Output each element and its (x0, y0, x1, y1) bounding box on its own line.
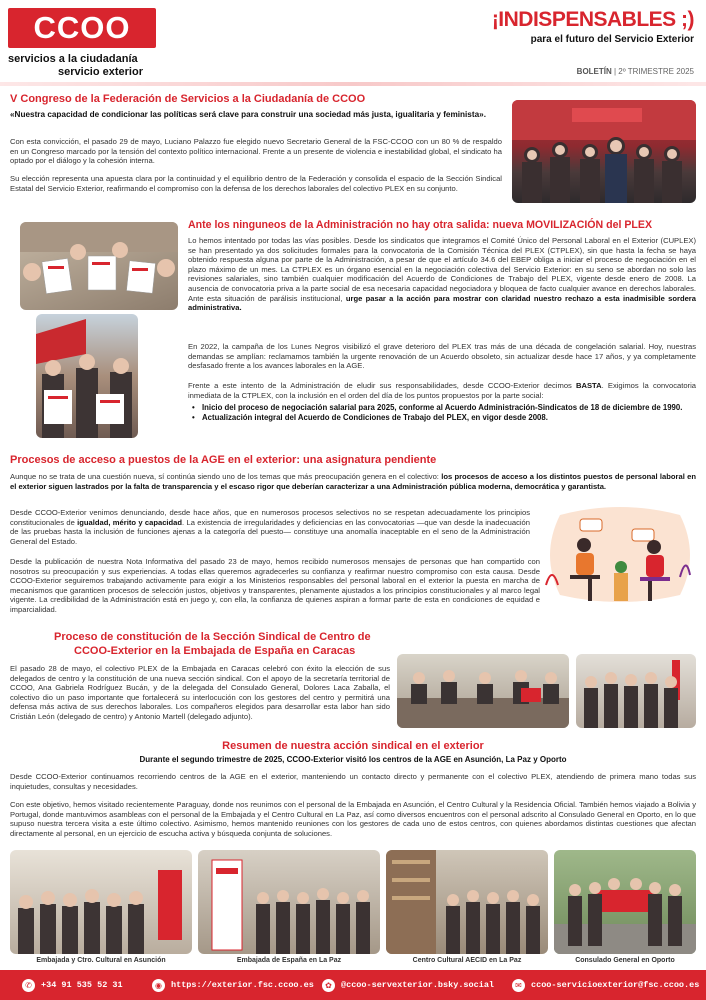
section2-paragraph3-c: . Exigimos la convocatoria inmediata de la CTPLEX, con la inclusión en el orden del día de los puntos propuestos por la parte social: (188, 381, 696, 400)
org-name-line1: servicios a la ciudadanía (8, 53, 138, 65)
protest-photo-2-figures (36, 314, 138, 438)
section3-heading: Procesos de acceso a puestos de la AGE en el exterior: una asignatura pendiente (10, 454, 437, 466)
caption-la-paz-embassy: Embajada de España en La Paz (236, 957, 342, 964)
section5-paragraph2: Con este objetivo, hemos visitado recientemente Paraguay, donde nos reunimos con el personal de la Embajada en Asunción, el Centro Cultural y la Residencia Oficial. También hemos viajado a Bolivia y Portugal, donde mantuvimos asambleas con el personal de la Embajada y el Centro Cultural en La Paz, así como diversos encuentros con el personal adscrito al Consulado General en Oporto, en lo que supuso nuestra tercera visita a este último colectivo. Asimismo, hemos mantenido reuniones con los gestores de cada uno de estos centros, con quienes abordamos distintas cuestiones que afectan directamente al personal, en un ejercicio de escucha activa y búsqueda conjunta de soluciones. (10, 800, 696, 838)
footer-email-link[interactable] (512, 976, 699, 994)
protest-photo-1-figures (20, 222, 178, 310)
caption-oporto: Consulado General en Oporto (575, 957, 675, 964)
section3-paragraph1-a: Aunque no se trata de una cuestión nueva, sí continúa siendo uno de los temas que más preocupación genera en el colectivo: (10, 472, 442, 481)
footer-social-link[interactable] (322, 976, 494, 994)
section3-principles: igualdad, mérito y capacidad (77, 517, 183, 527)
section3-paragraph2 (10, 508, 530, 546)
logo-wordmark: CCOO (33, 10, 131, 45)
section2-paragraph1-text: Lo hemos intentado por todas las vías posibles. Desde los sindicatos que integramos el Comité Único del Personal Laboral en el Exterior (CUPLEX) se han presentado ya dos solicitudes formales para la convocatoria de la Comisión Técnica del PLEX (CTPLEX), sin que hasta la fecha se haya obtenido respuesta alguna por parte de la Administración, a pesar de que el artículo 34.6 del EBEP obliga a iniciar el proceso de negociación en el plazo máximo de un mes. La CTPLEX es un órgano esencial en la negociación colectiva del Servicio Exterior: en su seno se abordan no solo las revisiones salariales, sino también cualquier modificación del Acuerdo de Condiciones de Trabajo del PLEX, vigente desde enero de 2008. La ausencia de convocatoria priva a la parte social de esa necesaria capacidad negociadora y bloquea de facto cualquier avance en derechos laborales. Ante esta situación de parálisis institucional, (188, 236, 696, 303)
la-paz-cultural-center-photo (386, 850, 548, 954)
interview-illustration-art (540, 505, 700, 613)
congress-photo (512, 100, 696, 203)
la-paz-embassy-figures (198, 850, 380, 954)
caracas-meeting-photo (397, 654, 569, 728)
oporto-photo (554, 850, 696, 954)
protest-photo-1 (20, 222, 178, 310)
section4-heading-line1: Proceso de constitución de la Sección Sindical de Centro de (54, 631, 371, 643)
footer-phone[interactable] (22, 976, 123, 994)
section3-paragraph2-c: . La existencia de irregularidades y deficiencias en las convocatorias —que van desde la inadecuación de las pruebas hasta la inclusión de funciones ajenas a la categoría del puesto— constituye una anomalía inaceptable en el seno de la Administración General del Estado. (10, 517, 531, 546)
asuncion-photo (10, 850, 192, 954)
caption-la-paz-cultural-center: Centro Cultural AECID en La Paz (412, 957, 522, 964)
section2-demands-list (192, 403, 696, 422)
section3-paragraph3: Desde la publicación de nuestra Nota Informativa del pasado 23 de mayo, hemos recibido numerosos mensajes de personas que han compartido con nosotros su preocupación y sus experiencias. A todas ellas queremos agradecerles su confianza y reafirmar nuestro compromiso con esta causa. Desde CCOO-Exterior seguiremos trabajando activamente para exigir a los Ministerios responsables del personal laboral en el exterior la puesta en marcha de mecanismos que garanticen procesos de selección justos, objetivos y transparentes, plenamente ajustados a los principios constitucionales y al marco legal vigente. La credibilidad de la Administración está en juego y, con ella, la confianza de quienes aspiran a formar parte de esta en condiciones de equidad e imparcialidad. (10, 557, 540, 614)
bulletin-period: | 2º TRIMESTRE 2025 (611, 67, 694, 76)
footer-social-text: @ccoo-servexterior.bsky.social (341, 980, 495, 990)
section2-paragraph1 (188, 236, 696, 313)
demand-item: • Inicio del proceso de negociación salarial para 2025, conforme al Acuerdo Administración-Sindicatos de 18 de diciembre de 1990. (192, 403, 696, 413)
section3-paragraph2-a: Desde CCOO-Exterior venimos denunciando, desde hace años, que en numerosos procesos selectivos no se respetan adecuadamente los principios constitucionales de (10, 508, 530, 527)
asuncion-photo-figures (10, 850, 192, 954)
protest-photo-2 (36, 314, 138, 438)
interview-illustration (540, 505, 700, 613)
footer-website-link[interactable] (152, 976, 314, 994)
section3-paragraph1 (10, 472, 696, 491)
oporto-photo-figures (554, 850, 696, 954)
org-name-line2: servicio exterior (58, 66, 143, 78)
section2-basta: BASTA (576, 381, 602, 390)
mail-icon: ✉ (512, 979, 525, 992)
section4-paragraph1: El pasado 28 de mayo, el colectivo PLEX de la Embajada en Caracas celebró con éxito la elección de sus delegados de centro y la constitución de una nueva sección sindical. Con el apoyo de la secretaría territorial de CCOO, Ana Gabriela Rodríguez Bucán, y de la delegada del Consulado General, Dolores Laca Zaballa, el colectivo dio un paso importante que fortalecerá su interlocución con los gestores del centro y permitirá una defensa más activa de sus derechos laborales. Los compañeros elegidos para desarrollar esta labor han sido Cristián León (delegado de centro) y Antonio Martell (delegado adjunto). (10, 664, 390, 721)
bulletin-issue (577, 67, 694, 76)
butterfly-icon: ✿ (322, 979, 335, 992)
footer-website-text: https://exterior.fsc.ccoo.es (171, 980, 314, 990)
caracas-group-photo (576, 654, 696, 728)
section1-paragraph2: Su elección representa una apuesta clara por la continuidad y el equilibrio dentro de la Federación y consolida el espacio de la Sección Sindical Estatal del Servicio Exterior, reafirmando el compromiso con la defensa de los derechos laborales del colectivo PLEX en su conjunto. (10, 174, 502, 193)
section2-paragraph3-a: Frente a este intento de la Administración de eludir sus responsabilidades, desde CCOO-Exterior decimos (188, 381, 577, 390)
section1-lead: «Nuestra capacidad de condicionar las políticas será clave para construir una sociedad más justa, igualitaria y feminista». (10, 110, 486, 119)
section2-paragraph3 (188, 381, 696, 400)
section2-paragraph1-bold: urge pasar a la acción para mostrar con claridad nuestro rechazo a esta inadmisible sordera administrativa. (188, 293, 696, 313)
section5-heading: Resumen de nuestra acción sindical en el exterior (222, 740, 484, 752)
newsletter-title: ¡INDISPENSABLES ;) (491, 8, 694, 31)
section5-subheading: Durante el segundo trimestre de 2025, CCOO-Exterior visitó los centros de la AGE en Asunción, La Paz y Oporto (139, 755, 567, 764)
caracas-meeting-figures (397, 654, 569, 728)
footer-email-text: ccoo-servicioexterior@fsc.ccoo.es (531, 980, 700, 990)
newsletter-subtitle: para el futuro del Servicio Exterior (530, 34, 694, 45)
caracas-group-figures (576, 654, 696, 728)
footer-phone-text: +34 91 535 52 31 (41, 980, 123, 990)
ccoo-logo (8, 8, 156, 48)
la-paz-embassy-photo (198, 850, 380, 954)
section1-heading: V Congreso de la Federación de Servicios a la Ciudadanía de CCOO (10, 93, 366, 105)
section1-paragraph1: Con esta convicción, el pasado 29 de mayo, Luciano Palazzo fue elegido nuevo Secretario General de la FSC-CCOO con un 80 % de respaldo en un Congreso marcado por la tensión del contexto político internacional. Frente a un presente de violencia e inestabilidad global, el sindicato ha optado por el diálogo y la cohesión interna. (10, 137, 502, 166)
demand-item: • Actualización integral del Acuerdo de Condiciones de Trabajo del PLEX, en vigor desde 2008. (192, 413, 696, 423)
globe-icon: ◉ (152, 979, 165, 992)
la-paz-cultural-center-figures (386, 850, 548, 954)
section3-paragraph1-b: los procesos de acceso a los distintos puestos de personal laboral en el exterior siguen lastrados por la falta de transparencia y el escaso rigor que deberían caracterizar a una Administración pública moderna, democrática y garantista. (10, 472, 696, 491)
bulletin-label: BOLETÍN (576, 67, 612, 76)
caption-asuncion: Embajada y Ctro. Cultural en Asunción (36, 957, 166, 964)
congress-photo-figures (512, 100, 696, 203)
header-divider (0, 82, 706, 86)
section2-paragraph2: En 2022, la campaña de los Lunes Negros visibilizó el grave deterioro del PLEX tras más de una década de congelación salarial. Hoy, nuestras demandas se amplían: reclamamos también la urgente renovación de un Acuerdo obsoleto, sin actualizar desde hace 17 años, y ya completamente desfasado frente a los avances laborales en la AGE. (188, 342, 696, 371)
phone-icon: ✆ (22, 979, 35, 992)
section5-paragraph1: Desde CCOO-Exterior continuamos recorriendo centros de la AGE en el exterior, manteniendo un contacto directo y permanente con el colectivo PLEX, atendiendo de primera mano todas sus inquietudes, consultas y necesidades. (10, 772, 696, 791)
section2-heading: Ante los ninguneos de la Administración no hay otra salida: nueva MOVILIZACIÓN del PLEX (188, 219, 653, 231)
section4-heading-line2: CCOO-Exterior en la Embajada de España en Caracas (74, 645, 356, 657)
